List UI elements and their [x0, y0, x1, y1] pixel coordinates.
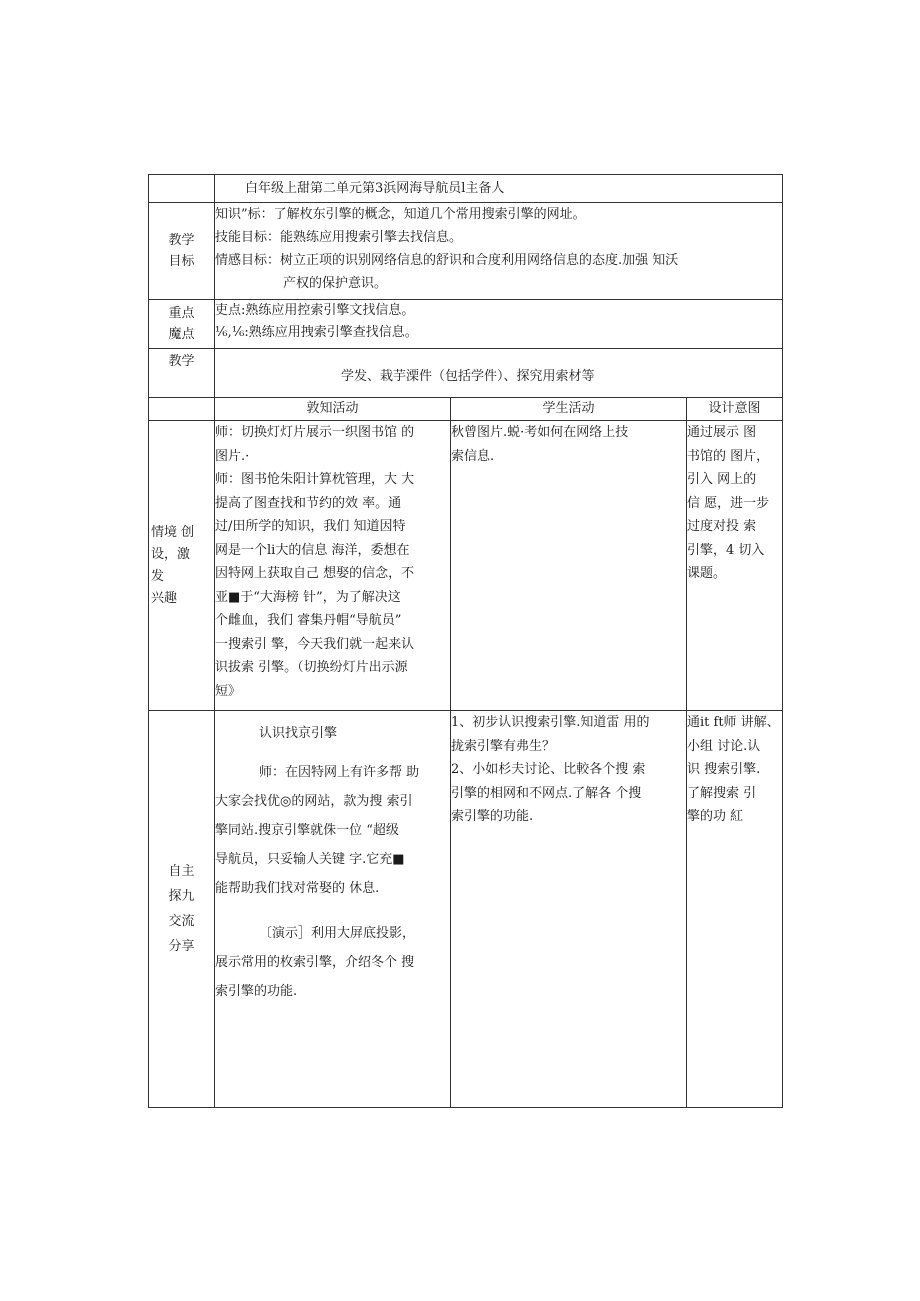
objectives-label: [149, 203, 215, 300]
design-line: 识 搜索引擎.: [687, 762, 761, 777]
teacher-line: 大家会找优◎的网站，款为搜 索引: [215, 794, 413, 809]
teacher-line: 导航员，只妥输人关键 字.它充■: [215, 852, 405, 867]
objectives-label-line: 教学: [168, 233, 195, 248]
section-label: [149, 711, 215, 1108]
section-label-line: 自主: [168, 864, 195, 879]
resources-row: [149, 349, 783, 398]
lesson-title: 白年级上甜第二单元第3浜网海导航员l主备人: [215, 175, 783, 203]
teacher-heading: 认识找京引擎: [259, 726, 338, 741]
design-line: 擎的功 紅: [687, 809, 744, 824]
design-line: 信 愿，进一步: [687, 495, 770, 511]
objectives-row: [149, 203, 783, 300]
resources-content: 学发、栽芋溧件（包括学件）、探究用索材等: [215, 349, 783, 398]
teacher-line: 识拔索 引擎。（切换纷灯片出示源: [215, 660, 408, 675]
teacher-activity: [215, 421, 451, 711]
section-label-line: 探九: [168, 889, 195, 904]
section-row: [149, 711, 783, 1108]
design-intent: [687, 421, 783, 711]
teacher-line: 擎同站.搜京引擎就侏一位 “超级: [215, 823, 399, 838]
column-header-student: 学生活动: [451, 398, 687, 421]
teacher-line: 〔演示］利用大屏底投影，: [259, 926, 416, 941]
design-intent: [687, 711, 783, 1108]
lesson-plan-table: [148, 174, 783, 1108]
teacher-line: 个雌血，我们 睿集丹帽“导航员”: [215, 613, 402, 628]
student-line: 2、小如杉夫讨论、比較各个搜 索: [451, 762, 646, 777]
student-line: 拢索引擎有弗生？: [451, 738, 556, 754]
section-row: [149, 421, 783, 711]
section-label-line: 设，激: [151, 546, 191, 562]
teacher-line: 图片.·: [215, 448, 250, 464]
design-line: 课题。: [687, 566, 727, 581]
column-header-design: 设计意图: [687, 398, 783, 421]
design-line: 了解搜索 引: [687, 785, 757, 801]
design-line: 通it ft师 讲解、: [687, 715, 780, 730]
keypoints-row: [149, 300, 783, 349]
objective-emotion: 情感目标：树立正项的识别网络信息的舒识和合度利用网络信息的态度.加强 知沃: [215, 253, 679, 268]
teacher-activity: [215, 711, 451, 1108]
teacher-line: 过/田所学的知识，我们 知道因特: [215, 519, 406, 534]
objective-skill: 技能目标：能熟练应用搜索引擎去找信息。: [215, 230, 463, 245]
student-activity: [451, 421, 687, 711]
teacher-line: 师：切换灯灯片展示一织图书馆 的: [215, 425, 415, 440]
student-line: 索信息.: [451, 448, 495, 464]
design-line: 通过展示 图: [687, 425, 757, 440]
teacher-line: 网是一个li大的信息 海洋，委想在: [215, 542, 410, 558]
header-row: [149, 175, 783, 203]
section-label: [149, 421, 215, 711]
section-label-line: 发: [151, 568, 165, 584]
section-label-line: 兴趣: [151, 590, 178, 606]
teacher-line: 展示常用的枚索引擎，介绍冬个 搜: [215, 955, 415, 970]
objective-emotion-cont: 产权的保护意识。: [283, 276, 388, 291]
teacher-line: 索引擎的功能.: [215, 984, 298, 999]
teacher-line: 师：在因特网上有许多帮 助: [259, 765, 420, 780]
design-line: 书馆的 图片，: [687, 448, 770, 464]
student-line: 1、初步认识搜索引擎.知道雷 用的: [451, 715, 650, 730]
teacher-line: 能帮助我们找对常娶的 休息.: [215, 881, 380, 896]
design-line: 引入 网上的: [687, 472, 757, 487]
teacher-line: 亚■于“大海榜 针”，为了解决这: [215, 589, 401, 605]
resources-label: 教学: [149, 349, 215, 398]
design-line: 小组 讨论.认: [687, 738, 761, 754]
column-header-teacher: 敦知活动: [215, 398, 451, 421]
keypoints-label-line: 重点: [168, 306, 195, 321]
teacher-line: 短》: [215, 683, 242, 699]
keypoints-content: [215, 300, 783, 349]
teacher-line: 师：图书怆朱阳计算枕管理，大 大: [215, 472, 415, 487]
objective-knowledge: 知识”标：了解枚东引擎的概念，知道几个常用搜索引擎的网址。: [215, 207, 586, 222]
student-line: 索引擎的功能.: [451, 809, 534, 824]
design-line: 引擎，4 切入: [687, 542, 765, 558]
objectives-content: [215, 203, 783, 300]
design-line: 过度对投 索: [687, 519, 757, 534]
student-line: 秋曾图片.蜕·考如何在网络上技: [451, 425, 629, 440]
section-label-line: 交流: [168, 914, 195, 929]
column-header-row: [149, 398, 783, 421]
keypoint-difficulty: ⅙,⅙:熟练应用拽索引擎查找信息。: [215, 325, 418, 340]
section-label-line: 情境 创: [151, 524, 195, 540]
teacher-line: 一搜索引 擎，今天我们就一起来认: [215, 636, 415, 652]
keypoints-label-line: 魔点: [168, 327, 195, 342]
keypoints-label: [149, 300, 215, 349]
student-activity: [451, 711, 687, 1108]
keypoint-focus: 吏点:熟练应用控索引擎文找信息。: [215, 303, 415, 318]
teacher-line: 因特网上获取自己 想娶的信念，不: [215, 566, 415, 581]
teacher-line: 提高了图查找和节约的效 率。通: [215, 495, 402, 511]
student-line: 引擎的相网和不网点.了解各 个搜: [451, 785, 642, 801]
header-blank-cell: [149, 175, 215, 203]
section-label-line: 分享: [168, 939, 195, 954]
column-header-blank: [149, 398, 215, 421]
objectives-label-line: 目标: [168, 254, 195, 269]
